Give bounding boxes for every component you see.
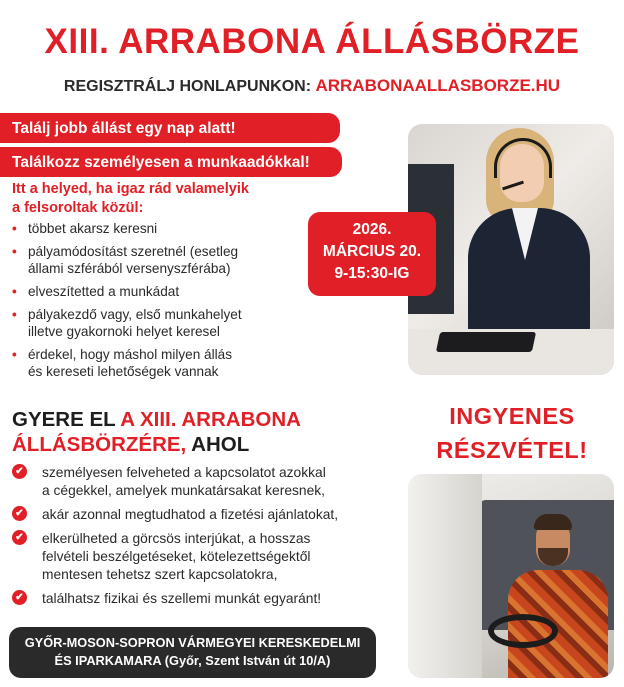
free-entry-text [400, 399, 624, 467]
date-year: 2026. [352, 221, 392, 238]
slogan-pill-1: Találj jobb állást egy nap alatt! [0, 113, 340, 143]
call-center-photo [408, 124, 614, 375]
call-to-action-heading [12, 407, 312, 457]
cta-part-3: ÁLLÁSBÖRZÉRE, [12, 433, 187, 456]
list-item: • többet akarsz keresni [12, 221, 158, 236]
organizer-footer [9, 627, 376, 678]
bullet-icon: • [12, 307, 17, 322]
registration-line [0, 77, 624, 95]
check-icon: ✔ [12, 530, 27, 545]
hair-shape [534, 514, 572, 530]
date-day: MÁRCIUS 20. [322, 243, 422, 260]
cta-part-2: A XIII. ARRABONA [120, 408, 301, 431]
list-item: ✔ személyesen felveheted a kapcsolatot azokkal a cégekkel, amelyek munkatársakat keresnek, [12, 464, 394, 500]
keyboard-icon [436, 332, 536, 352]
list-item: ✔ akár azonnal megtudhatod a fizetési ajánlatokat, [12, 506, 394, 524]
date-time: 9-15:30-IG [334, 265, 410, 282]
registration-prefix: REGISZTRÁLJ HONLAPUNKON: [63, 78, 316, 95]
list-item: ✔ elkerülheted a görcsös interjúkat, a hosszas felvételi beszélgetéseket, kötelezettségektől mentesen tehetsz szert kapcsolatokra, [12, 530, 394, 584]
list-item: • pályamódosítást szeretnél (esetleg állami szférából versenyszférába) [12, 244, 239, 276]
date-badge [308, 212, 436, 296]
list-item: • elveszítetted a munkádat [12, 284, 180, 299]
slogan-pill-2: Találkozz személyesen a munkaadókkal! [0, 147, 342, 177]
check-icon: ✔ [12, 590, 27, 605]
bullet-icon: • [12, 221, 17, 236]
cta-part-4: AHOL [186, 433, 250, 456]
steering-wheel-icon [488, 614, 558, 648]
bullet-icon: • [12, 347, 17, 362]
footer-line-2: ÉS IPARKAMARA (Győr, Szent István út 10/A) [54, 653, 331, 668]
free-line-1: INGYENES [449, 403, 575, 429]
registration-url[interactable]: ARRABONAALLASBORZE.HU [315, 76, 561, 95]
reasons-list [12, 220, 312, 386]
free-line-2: RÉSZVÉTEL! [436, 437, 588, 463]
intro-line-1: Itt a helyed, ha igaz rád valamelyik [12, 181, 249, 197]
list-item: ✔ találhatsz fizikai és szellemi munkát egyaránt! [12, 590, 394, 608]
bullet-icon: • [12, 244, 17, 259]
check-icon: ✔ [12, 506, 27, 521]
list-item: • pályakezdő vagy, első munkahelyet illetve gyakornoki helyet keresel [12, 307, 242, 339]
intro-text [12, 180, 322, 218]
truck-door-shape [408, 474, 482, 678]
bullet-icon: • [12, 284, 17, 299]
benefits-list [12, 464, 394, 614]
truck-driver-photo [408, 474, 614, 678]
event-title: XIII. ARRABONA ÁLLÁSBÖRZE [44, 22, 580, 61]
cta-part-1: GYERE EL [12, 408, 121, 431]
intro-line-2: a felsoroltak közül: [12, 200, 144, 216]
list-item: • érdekel, hogy máshol milyen állás és kereseti lehetőségek vannak [12, 347, 233, 379]
footer-line-1: GYŐR-MOSON-SOPRON VÁRMEGYEI KERESKEDELMI [24, 635, 361, 650]
check-icon: ✔ [12, 464, 27, 479]
